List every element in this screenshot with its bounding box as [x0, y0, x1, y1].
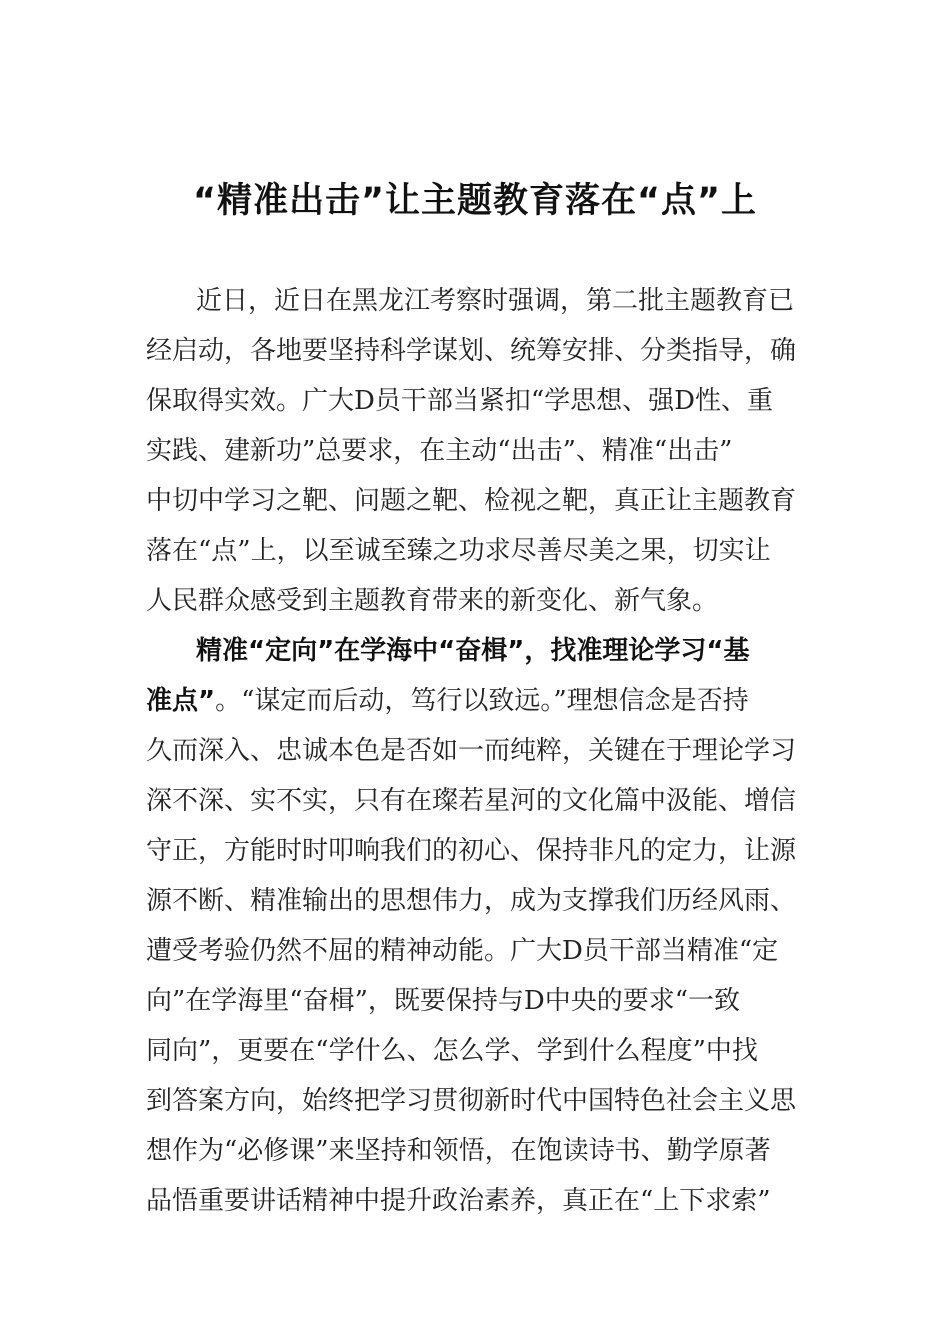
paragraph-1-line-2: 经启动，各地要坚持科学谋划、统筹安排、分类指导，确: [146, 336, 797, 366]
document-body: [146, 276, 816, 1226]
paragraph-2-line-8: 向”在学海里“奋楫”，既要保持与D中央的要求“一致: [146, 986, 741, 1016]
paragraph-2-heading-line-1: 精准“定向”在学海中“奋楫”，找准理论学习“基: [196, 636, 750, 666]
paragraph-2-line-2: [146, 676, 816, 726]
paragraph-1-line-5: 中切中学习之靶、问题之靶、检视之靶，真正让主题教育: [146, 486, 797, 516]
paragraph-1-line-4: 实践、建新功”总要求，在主动“出击”、精准“出击”: [146, 436, 733, 466]
paragraph-2-line-10: 到答案方向，始终把学习贯彻新时代中国特色社会主义思: [146, 1086, 797, 1116]
paragraph-1-line-6: 落在“点”上，以至诚至臻之功求尽善尽美之果，切实让: [146, 536, 771, 566]
paragraph-2-heading-end: 准点”: [146, 686, 216, 716]
paragraph-2-line-3: 久而深入、忠诚本色是否如一而纯粹，关键在于理论学习: [146, 736, 797, 766]
paragraph-2-line-7: 遭受考验仍然不屈的精神动能。广大D员干部当精准“定: [146, 936, 779, 966]
paragraph-2-line-9: 同向”，更要在“学什么、怎么学、学到什么程度”中找: [146, 1036, 758, 1066]
paragraph-2-line-5: 守正，方能时时叩响我们的初心、保持非凡的定力，让源: [146, 836, 797, 866]
paragraph-1-line-7: 人民群众感受到主题教育带来的新变化、新气象。: [146, 586, 719, 616]
paragraph-2-line-4: 深不深、实不实，只有在璨若星河的文化篇中汲能、增信: [146, 786, 797, 816]
paragraph-2-line-11: 想作为“必修课”来坚持和领悟，在饱读诗书、勤学原著: [146, 1136, 771, 1166]
paragraph-2-line-12: 品悟重要讲话精神中提升政治素养，真正在“上下求索”: [146, 1186, 771, 1216]
paragraph-2-line-6: 源不断、精准输出的思想伟力，成为支撑我们历经风雨、: [146, 886, 797, 916]
paragraph-2-line-2-rest: 。“谋定而后动，笃行以致远。”理想信念是否持: [215, 686, 749, 716]
document-title: “精准出击”让主题教育落在“点”上: [192, 181, 757, 221]
paragraph-1-line-1: 近日，近日在黑龙江考察时强调，第二批主题教育已: [196, 286, 795, 316]
paragraph-1-line-3: 保取得实效。广大D员干部当紧扣“学思想、强D性、重: [146, 386, 773, 416]
